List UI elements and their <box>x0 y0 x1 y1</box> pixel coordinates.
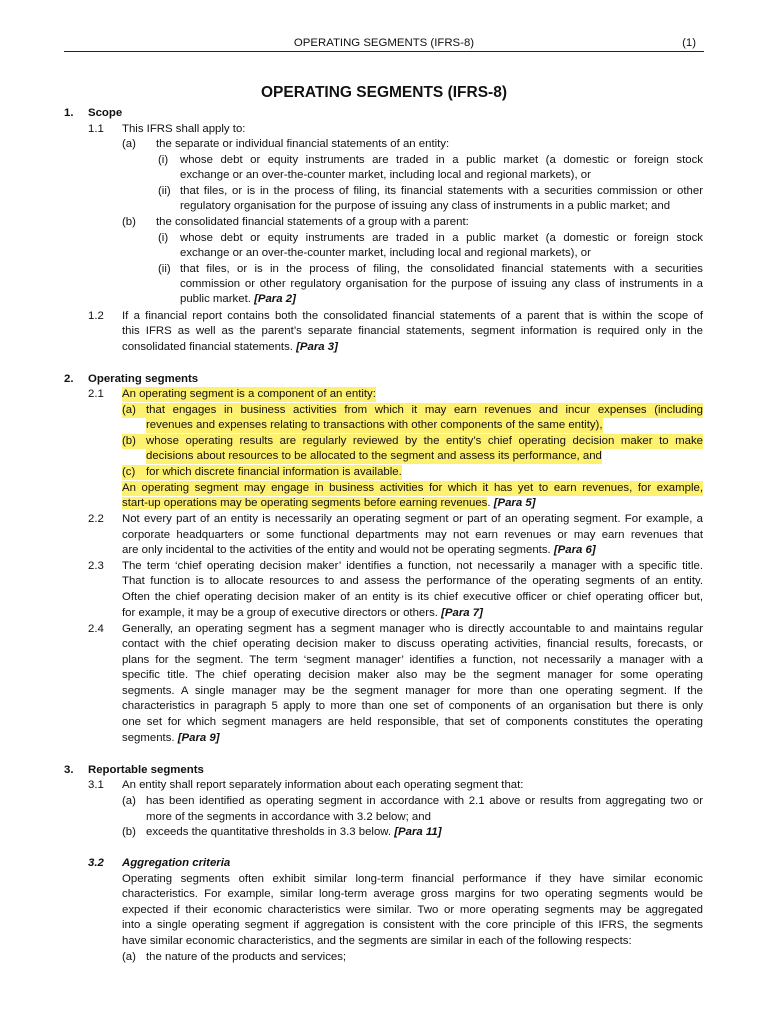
para-number: 1.2 <box>88 310 104 322</box>
subitem-label: (ii) <box>158 185 171 197</box>
text: segments. <box>122 732 175 744</box>
item-text: the consolidated financial statements of a group with a parent: <box>156 216 469 228</box>
item-label: (a) <box>122 138 136 150</box>
highlighted-text: that engages in business activities from which it may earn revenues and incur expenses (including <box>146 404 703 416</box>
para-text: The term ‘chief operating decision maker’ identifies a function, not necessarily a manager with a specific title. <box>122 560 703 572</box>
subitem-text: that files, or is in the process of filing, the consolidated financial statements with a securities <box>180 263 703 275</box>
item-text: the nature of the products and services; <box>146 951 347 963</box>
subitem-label: (i) <box>158 154 169 166</box>
item-text: more of the segments in accordance with 3.2 below; and <box>146 811 431 823</box>
item-text <box>146 825 442 840</box>
para-text: Not every part of an entity is necessarily an operating segment or part of an operating segment. For example, a <box>122 513 703 525</box>
para-text: An entity shall report separately information about each operating segment that: <box>122 779 524 791</box>
para-text <box>122 731 220 746</box>
item-label: (b) <box>122 434 146 449</box>
para-text: into a single operating segment if aggregation is consistent with the core principle of this IFRS, the segments <box>122 919 703 931</box>
section-heading: Reportable segments <box>88 764 204 776</box>
para-reference: [Para 11] <box>394 826 442 838</box>
para-text: characteristics in paragraph 5 apply to more than one set of components of an organisation but there is only <box>122 700 703 712</box>
para-reference: [Para 2] <box>254 293 296 305</box>
para-text <box>122 340 338 355</box>
para-text: segments. A single manager may be the segment manager for more than one operating segment. If the <box>122 685 703 697</box>
para-number: 3.2 <box>88 857 104 869</box>
section-number: 3. <box>64 764 74 776</box>
item-label: (b) <box>122 826 136 838</box>
subitem-label: (i) <box>158 232 169 244</box>
highlighted-text: An operating segment is a component of an entity: <box>122 388 376 400</box>
item-label: (a) <box>122 403 146 418</box>
highlighted-text: An operating segment may engage in business activities for which it has yet to earn revenues, for example, <box>122 482 703 494</box>
para-number: 3.1 <box>88 779 104 791</box>
para-text: characteristics. For example, similar long-term average gross margins for two operating segments would be <box>122 888 703 900</box>
section-number: 2. <box>64 373 74 385</box>
item-label: (a) <box>122 795 136 807</box>
highlighted-text: whose operating results are regularly reviewed by the entity’s chief operating decision maker to make <box>146 435 703 447</box>
para-number: 2.3 <box>88 560 104 572</box>
subitem-text: exchange or an over-the-counter market, including local and regional markets), or <box>180 169 591 181</box>
para-text: If a financial report contains both the consolidated financial statements of a parent that is within the scope of <box>122 310 703 322</box>
text: public market. <box>180 293 251 305</box>
para-number: 2.2 <box>88 513 104 525</box>
para-reference: [Para 9] <box>177 732 220 744</box>
para-number: 2.1 <box>88 388 104 400</box>
para-text: corporate headquarters or some functional departments may not earn revenues or may earn revenues that <box>122 529 703 541</box>
item-label: (a) <box>122 951 136 963</box>
para-reference: [Para 3] <box>296 341 338 353</box>
page-number: (1) <box>682 37 696 49</box>
para-text: this IFRS as well as the parent’s separate financial statements, segment information is required only in the <box>122 325 703 337</box>
para-text: This IFRS shall apply to: <box>122 123 246 135</box>
text: consolidated financial statements. <box>122 341 293 353</box>
subitem-text: regulatory organisation for the purpose of issuing any class of instruments in a public market; and <box>180 200 671 212</box>
text: for example, it may be a group of executive directors or others. <box>122 607 438 619</box>
item-label: (c) <box>122 465 146 480</box>
subitem-text: whose debt or equity instruments are traded in a public market (a domestic or foreign stock <box>180 154 703 166</box>
para-text: Operating segments often exhibit similar long-term financial performance if they have similar economic <box>122 873 703 885</box>
para-reference: [Para 6] <box>553 544 596 556</box>
para-text: plans for the segment. The term ‘segment manager’ identifies a function, not necessarily a manager with a <box>122 654 703 666</box>
para-text: expected if their economic characteristics were similar. Two or more operating segments may be aggregated <box>122 904 703 916</box>
para-text: one set for which segment managers are held responsible, that set of components constitutes the operating <box>122 716 703 728</box>
para-text: That function is to allocate resources to and assess the performance of the operating segments of an entity. <box>122 575 703 587</box>
para-number: 2.4 <box>88 623 104 635</box>
item-text: the separate or individual financial statements of an entity: <box>156 138 450 150</box>
para-text <box>122 543 596 558</box>
subsection-heading: Aggregation criteria <box>122 857 231 869</box>
section-heading: Scope <box>88 107 123 119</box>
para-text <box>122 606 483 621</box>
section-number: 1. <box>64 107 74 119</box>
para-text: specific title. The chief operating decision maker also may be the segment manager for some operating <box>122 669 703 681</box>
subitem-text: commission or other regulatory organisation for the purpose of issuing any class of instruments in a <box>180 278 703 290</box>
highlighted-text: revenues and expenses relating to transactions with other components of the same entity), <box>146 419 603 431</box>
document-title: OPERATING SEGMENTS (IFRS-8) <box>260 84 507 101</box>
para-number: 1.1 <box>88 123 104 135</box>
subitem-text: that files, or is in the process of filing, its financial statements with a securities commission or other <box>180 185 703 197</box>
highlighted-text: decisions about resources to be allocated to the segment and assess its performance, and <box>146 450 602 462</box>
text: exceeds the quantitative thresholds in 3.3 below. <box>146 826 392 838</box>
running-header <box>64 36 704 52</box>
para-reference: [Para 7] <box>441 607 483 619</box>
para-text: Generally, an operating segment has a segment manager who is directly accountable to and maintains regular <box>122 623 703 635</box>
highlighted-text: start-up operations may be operating segments before earning revenues <box>122 497 488 509</box>
highlighted-text: for which discrete financial information is available. <box>146 466 402 478</box>
text: are only incidental to the activities of the entity and would not be operating segments. <box>122 544 551 556</box>
running-header-title: OPERATING SEGMENTS (IFRS-8) <box>293 37 475 49</box>
subitem-text: whose debt or equity instruments are traded in a public market (a domestic or foreign stock <box>180 232 703 244</box>
subitem-text: exchange or an over-the-counter market, including local and regional markets), or <box>180 247 591 259</box>
para-text: have similar economic characteristics, and the segments are similar in each of the following respects: <box>122 935 632 947</box>
para-text: contact with the chief operating decision maker to discuss operating activities, financial results, forecasts, or <box>122 638 703 650</box>
subitem-label: (ii) <box>158 263 171 275</box>
item-text: has been identified as operating segment in accordance with 2.1 above or results from aggregating two or <box>146 795 703 807</box>
para-text: Often the chief operating decision maker of an entity is its chief executive officer or chief operating officer but, <box>122 591 703 603</box>
para-text: start-up operations may be operating segments before earning revenues. [Para 5] <box>122 497 536 509</box>
para-reference: [Para 5] <box>493 497 536 509</box>
section-heading: Operating segments <box>88 373 199 385</box>
subitem-text <box>180 292 296 307</box>
item-label: (b) <box>122 216 136 228</box>
